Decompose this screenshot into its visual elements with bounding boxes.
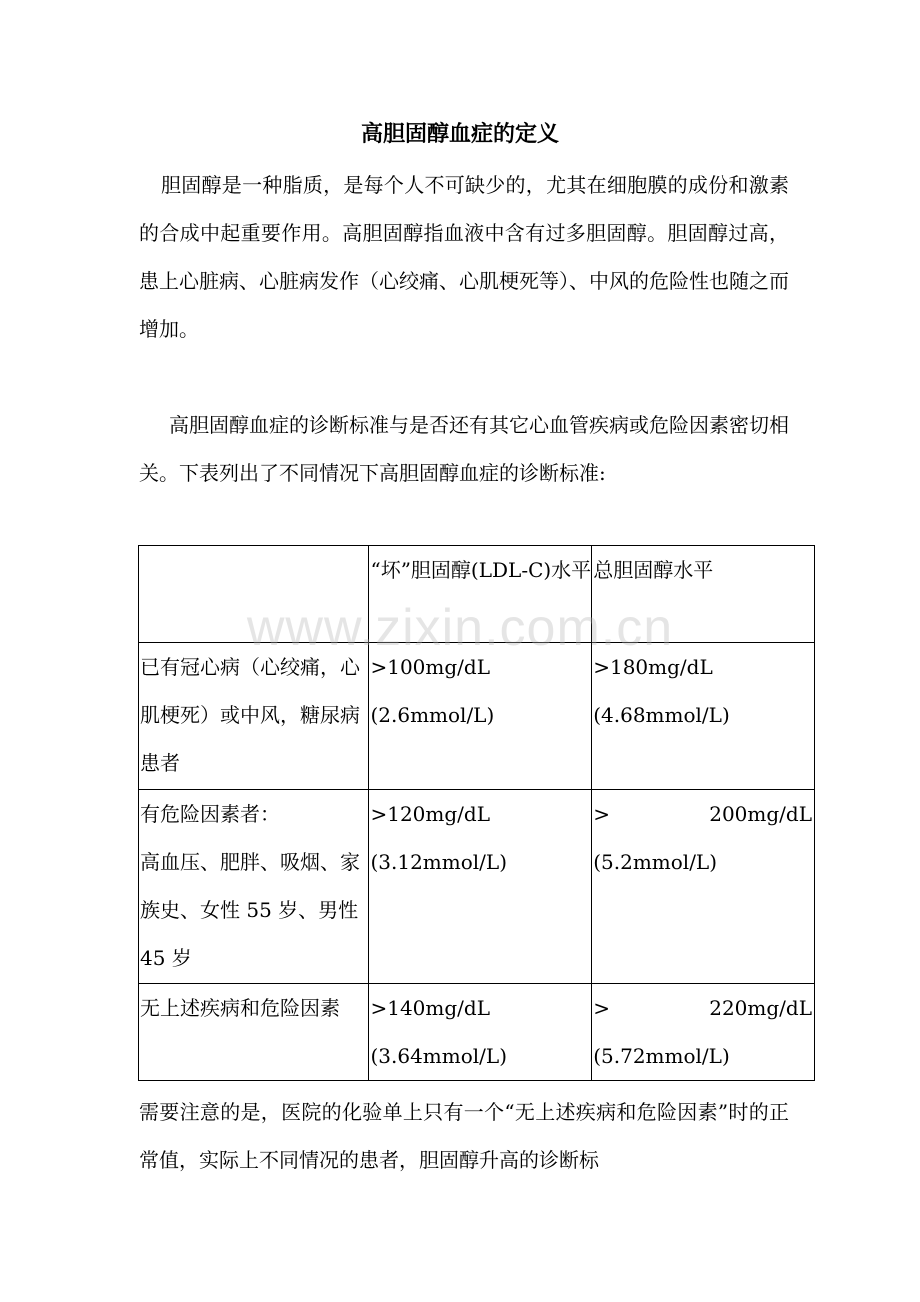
total-mmol: (4.68mmol/L) [593,703,730,727]
header-total-cell: 总胆固醇水平 [592,546,815,643]
table-header-row [139,546,815,643]
total-mgdl-row [593,643,814,691]
ldl-mmol: (3.12mmol/L) [370,850,507,874]
ldl-mgdl: >100mg/dL [370,655,490,679]
condition-cell: 无上述疾病和危险因素 [139,984,369,1081]
total-prefix: > [593,655,610,679]
total-mmol: (5.2mmol/L) [593,850,718,874]
condition-cell: 已有冠心病（心绞痛，心肌梗死）或中风，糖尿病患者 [139,643,369,790]
ldl-mgdl: >140mg/dL [370,996,490,1020]
total-cell [592,790,815,984]
ldl-cell [369,790,592,984]
ldl-mmol: (3.64mmol/L) [370,1044,507,1068]
condition-cell [139,790,369,984]
total-mgdl-row [593,790,814,838]
total-mgdl: 200mg/dL [709,802,812,826]
ldl-cell [369,984,592,1081]
page-title: 高胆固醇血症的定义 [360,121,559,147]
ldl-mgdl: >120mg/dL [370,802,490,826]
note-paragraph: 需要注意的是，医院的化验单上只有一个“无上述疾病和危险因素”时的正常值，实际上不同情况的患者，胆固醇升高的诊断标 [139,1100,789,1172]
header-empty-cell [139,546,369,643]
ldl-cell [369,643,592,790]
total-prefix: > [593,996,610,1020]
total-mmol: (5.72mmol/L) [593,1044,730,1068]
diagnosis-intro-paragraph: 高胆固醇血症的诊断标准与是否还有其它心血管疾病或危险因素密切相关。下表列出了不同情况下高胆固醇血症的诊断标准: [139,413,789,485]
condition-heading: 有危险因素者： [140,802,280,826]
condition-detail: 高血压、肥胖、吸烟、家族史、女性 55 岁、男性 45 岁 [140,850,360,970]
diagnosis-criteria-table [138,545,815,1081]
total-prefix: > [593,802,610,826]
table-row [139,984,815,1081]
total-mgdl: 180mg/dL [609,655,713,679]
total-mgdl: 220mg/dL [709,996,812,1020]
total-cell [592,984,815,1081]
definition-paragraph: 胆固醇是一种脂质，是每个人不可缺少的，尤其在细胞膜的成份和激素的合成中起重要作用。高胆固醇指血液中含有过多胆固醇。胆固醇过高，患上心脏病、心脏病发作（心绞痛、心肌梗死等）、中风的危险性也随之而增加。 [139,173,789,341]
watermark: www.zixin.com.cn [246,599,674,657]
total-mgdl-row [593,984,814,1032]
table-row [139,643,815,790]
table-row [139,790,815,984]
header-ldl-cell: “坏”胆固醇(LDL-C)水平 [369,546,592,643]
ldl-mmol: (2.6mmol/L) [370,703,495,727]
total-cell [592,643,815,790]
